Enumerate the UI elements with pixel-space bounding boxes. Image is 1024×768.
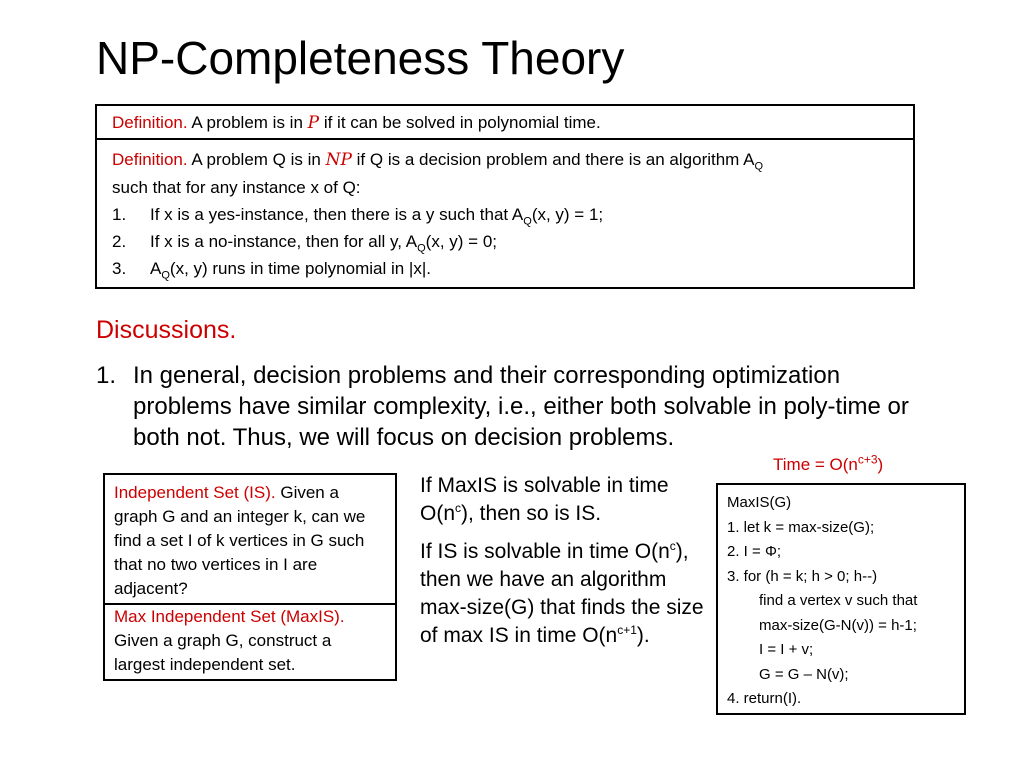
reduction-paragraph-2 bbox=[420, 538, 705, 650]
max-independent-set-definition bbox=[105, 605, 395, 677]
np-condition-text: If x is a yes-instance, then there is a y such that A bbox=[150, 205, 524, 224]
algorithm-line-4: find a vertex v such that bbox=[759, 592, 918, 609]
np-condition-text: If x is a no-instance, then for all y, A bbox=[150, 232, 418, 251]
np-condition-number: 2. bbox=[112, 232, 127, 251]
np-condition-text-end: (x, y) = 0; bbox=[425, 232, 497, 251]
algorithm-line-6: I = I + v; bbox=[759, 641, 814, 658]
definitions-box bbox=[95, 104, 915, 289]
p-definition-text-before: A problem is in bbox=[191, 113, 303, 132]
np-definition-line1 bbox=[112, 146, 903, 174]
reduction-text: If MaxIS is solvable in time O(n bbox=[420, 474, 669, 525]
np-definition-line2: such that for any instance x of Q: bbox=[112, 178, 361, 197]
max-independent-set-title: Max Independent Set (MaxIS). bbox=[114, 607, 345, 626]
discussions-heading: Discussions. bbox=[96, 316, 237, 344]
independent-set-definition bbox=[105, 475, 395, 605]
independent-set-title: Independent Set (IS). bbox=[114, 483, 276, 502]
maxis-algorithm-box bbox=[716, 483, 966, 715]
algorithm-line-0: MaxIS(G) bbox=[727, 494, 792, 511]
np-condition-number: 1. bbox=[112, 205, 127, 224]
np-definition-text-after: if Q is a decision problem and there is an algorithm A bbox=[356, 150, 755, 169]
np-condition-text-end: (x, y) = 1; bbox=[531, 205, 604, 224]
discussion-item-text: In general, decision problems and their corresponding optimization problems have similar complexity, i.e., either both solvable in poly-time or both not. Thus, we will focus on decision problems. bbox=[133, 362, 909, 451]
time-label-exponent: c+3 bbox=[857, 452, 878, 467]
reduction-exponent-2: c+1 bbox=[617, 623, 637, 637]
independent-set-text: Given a graph G and an integer k, can we find a set I of k vertices in G such that no two vertices in I are adjacent? bbox=[114, 483, 366, 598]
algorithm-line-1: 1. let k = max-size(G); bbox=[727, 518, 875, 536]
time-complexity-label bbox=[773, 454, 883, 476]
np-condition-2 bbox=[112, 228, 903, 255]
np-condition-subscript: Q bbox=[161, 269, 170, 282]
reduction-text: If IS is solvable in time O(n bbox=[420, 540, 670, 563]
np-definition-text-before: A problem Q is in bbox=[191, 150, 321, 169]
reduction-explanation bbox=[420, 472, 705, 660]
np-condition-1 bbox=[112, 201, 903, 228]
p-definition-label: Definition. bbox=[112, 113, 188, 132]
slide-title: NP-Completeness Theory bbox=[96, 32, 625, 84]
algorithm-line-7: G = G – N(v); bbox=[759, 665, 849, 683]
discussion-item-number: 1. bbox=[96, 362, 117, 389]
reduction-exponent: c bbox=[669, 539, 676, 553]
np-definition-label: Definition. bbox=[112, 150, 188, 169]
np-condition-3 bbox=[112, 255, 903, 282]
algorithm-line-5: max-size(G-N(v)) = h-1; bbox=[759, 616, 917, 634]
discussion-item-1 bbox=[96, 360, 916, 453]
p-definition-text-after: if it can be solved in polynomial time. bbox=[323, 113, 601, 132]
max-independent-set-text: Given a graph G, construct a largest independent set. bbox=[114, 631, 332, 674]
algorithm-line-8: 4. return(I). bbox=[727, 690, 802, 707]
np-definition-subscript: Q bbox=[754, 160, 764, 173]
algorithm-line-3: 3. for (h = k; h > 0; h--) bbox=[727, 567, 878, 585]
reduction-text-end: ), then so is IS. bbox=[461, 502, 602, 525]
time-label-close: ) bbox=[877, 455, 884, 474]
np-condition-text-end: (x, y) runs in time polynomial in |x|. bbox=[169, 259, 431, 278]
p-definition bbox=[97, 106, 913, 140]
np-condition-subscript: Q bbox=[417, 242, 426, 255]
reduction-paragraph-1 bbox=[420, 472, 705, 528]
reduction-text-middle: ), then we have an algorithm max-size(G) that finds the size of max IS in time O(n bbox=[420, 540, 704, 647]
reduction-text-end: ). bbox=[636, 624, 650, 647]
np-condition-text: A bbox=[150, 259, 162, 278]
time-label-text: Time = O(n bbox=[773, 455, 858, 474]
reduction-exponent: c bbox=[455, 501, 462, 515]
problem-definitions-box bbox=[103, 473, 397, 681]
np-condition-subscript: Q bbox=[523, 215, 532, 228]
p-class-symbol: P bbox=[307, 113, 320, 133]
np-class-symbol: NP bbox=[325, 150, 352, 170]
np-condition-number: 3. bbox=[112, 259, 127, 278]
np-definition bbox=[112, 146, 903, 282]
algorithm-line-2: 2. I = Φ; bbox=[727, 543, 782, 560]
